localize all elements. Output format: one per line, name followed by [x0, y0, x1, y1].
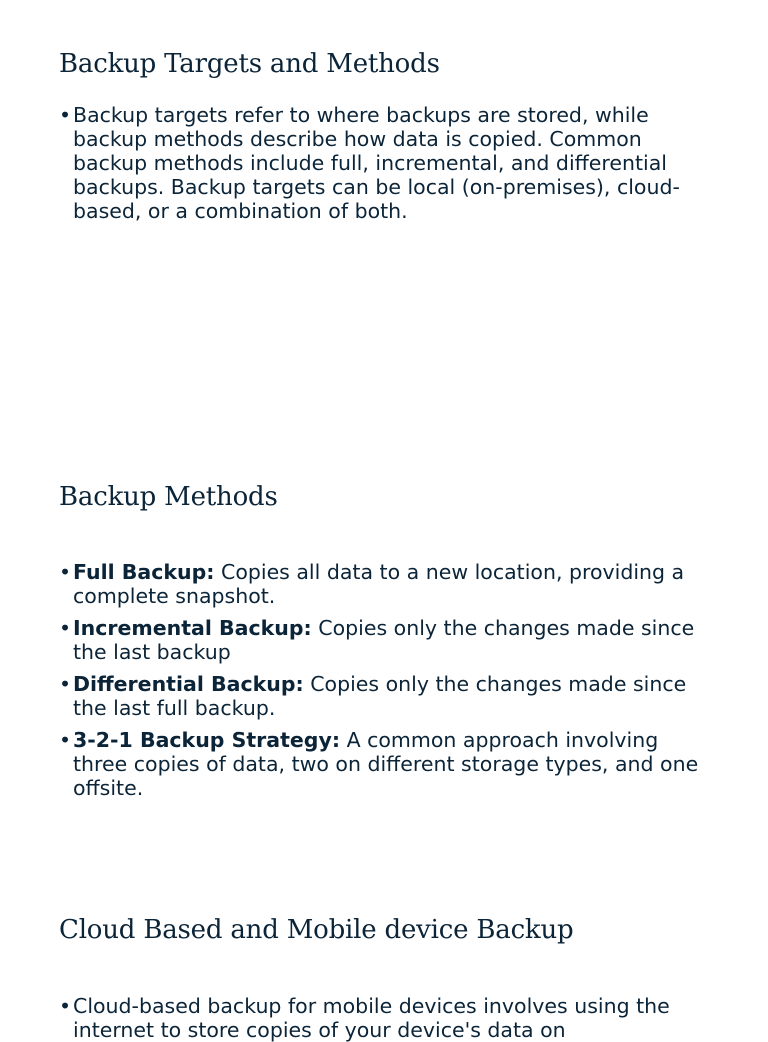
- bullet-item: [59, 103, 709, 223]
- section-backup-methods: [59, 481, 709, 800]
- bullet-item-full-backup: [59, 560, 709, 608]
- section-heading: Cloud Based and Mobile device Backup: [59, 915, 574, 945]
- bullet-text: Copies all data to a new location, providing a complete snapshot.: [73, 560, 685, 608]
- bullet-term: Differential Backup:: [73, 672, 304, 696]
- bullet-term: Incremental Backup:: [73, 616, 312, 640]
- bullet-text: Backup targets refer to where backups are stored, while backup methods describe how data is copied. Common backup methods include full, incremental, and differential backups. Backup targets can be local (on-premises), cloud-based, or a combination of both.: [73, 103, 680, 223]
- bullet-term: 3-2-1 Backup Strategy:: [73, 728, 341, 752]
- bullet-item-differential-backup: [59, 672, 709, 720]
- bullet-list: [59, 560, 709, 800]
- section-heading: Backup Methods: [59, 482, 278, 512]
- bullet-icon: •: [59, 560, 72, 584]
- bullet-text: Copies only the changes made since the last full backup.: [73, 672, 687, 720]
- bullet-item: [59, 994, 709, 1042]
- bullet-list: [59, 103, 709, 223]
- bullet-text: Cloud-based backup for mobile devices involves using the internet to store copies of your device's data on: [73, 994, 670, 1042]
- section-cloud-and-mobile-backup: [59, 914, 709, 1042]
- bullet-list: [59, 994, 709, 1042]
- bullet-item-incremental-backup: [59, 616, 709, 664]
- bullet-icon: •: [59, 103, 72, 127]
- bullet-text: A common approach involving three copies of data, two on different storage types, and one offsite.: [73, 728, 699, 800]
- bullet-text: Copies only the changes made since the last backup: [73, 616, 695, 664]
- bullet-icon: •: [59, 616, 72, 640]
- bullet-item-321-strategy: [59, 728, 709, 800]
- bullet-icon: •: [59, 672, 72, 696]
- bullet-icon: •: [59, 994, 72, 1018]
- section-backup-targets-and-methods: [59, 48, 709, 223]
- section-heading: Backup Targets and Methods: [59, 49, 440, 79]
- bullet-icon: •: [59, 728, 72, 752]
- bullet-term: Full Backup:: [73, 560, 215, 584]
